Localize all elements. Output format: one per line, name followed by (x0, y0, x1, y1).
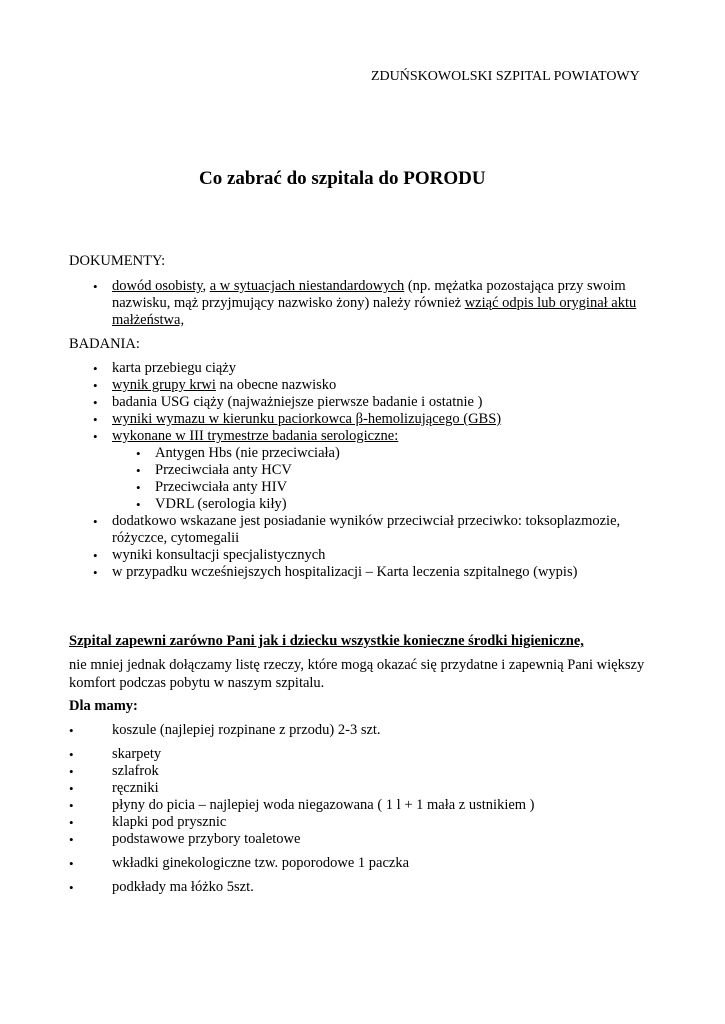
bullet-icon: • (93, 279, 98, 294)
documents-heading: DOKUMENTY: (69, 253, 166, 269)
bullet-icon: • (93, 429, 98, 444)
hygiene-text-line2: komfort podczas pobytu w naszym szpitalu. (69, 675, 325, 691)
mom-item: płyny do picia – najlepiej woda niegazowana ( 1 l + 1 mała z ustnikiem ) (112, 797, 535, 813)
bullet-icon: • (93, 361, 98, 376)
exam-item: w przypadku wcześniejszych hospitalizacji – Karta leczenia szpitalnego (wypis) (112, 564, 578, 580)
bullet-icon: • (93, 565, 98, 580)
page-title: Co zabrać do szpitala do PORODU (199, 168, 486, 189)
mom-item: wkładki ginekologiczne tzw. poporodowe 1 paczka (112, 855, 410, 871)
separator-text: , (202, 278, 210, 294)
hygiene-text-line1: nie mniej jednak dołączamy listę rzeczy, które mogą okazać się przydatne i zapewnią Pani większy (69, 657, 645, 673)
exam-subitem: Przeciwciała anty HCV (155, 462, 292, 478)
documents-item-line1 (112, 278, 626, 295)
bullet-icon: • (69, 764, 74, 779)
bullet-icon: • (69, 856, 74, 871)
exam-subitem: Antygen Hbs (nie przeciwciała) (155, 445, 340, 461)
bullet-icon: • (69, 815, 74, 830)
bullet-icon: • (69, 832, 74, 847)
blood-group-text: wynik grupy krwi (112, 377, 216, 393)
bullet-icon: • (93, 395, 98, 410)
exam-item-text: na obecne nazwisko (215, 377, 337, 393)
mom-heading: Dla mamy: (69, 698, 138, 714)
exams-heading: BADANIA: (69, 336, 140, 352)
mom-item: koszule (najlepiej rozpinane z przodu) 2-3 szt. (112, 722, 381, 738)
bullet-icon: • (93, 378, 98, 393)
exam-item: badania USG ciąży (najważniejsze pierwsze badanie i ostatnie ) (112, 394, 483, 410)
id-card-text: dowód osobisty (112, 278, 203, 294)
bullet-icon: • (93, 412, 98, 427)
documents-item-line2 (112, 295, 636, 312)
marriage-certificate-text: wziąć odpis lub oryginał aktu (464, 295, 637, 311)
bullet-icon: • (136, 463, 141, 478)
exam-item: wyniki wymazu w kierunku paciorkowca β-hemolizującego (GBS) (112, 411, 502, 427)
exam-item (112, 377, 336, 394)
bullet-icon: • (69, 880, 74, 895)
mom-item: szlafrok (112, 763, 159, 779)
exam-item: karta przebiegu ciąży (112, 360, 236, 376)
bullet-icon: • (136, 480, 141, 495)
bullet-icon: • (136, 446, 141, 461)
mom-item: klapki pod prysznic (112, 814, 227, 830)
exam-item: dodatkowo wskazane jest posiadanie wyników przeciwciał przeciwko: toksoplazmozie, (112, 513, 621, 529)
exam-subitem: VDRL (serologia kiły) (155, 496, 287, 512)
hygiene-heading: Szpital zapewni zarówno Pani jak i dziecku wszystkie konieczne środki higieniczne, (69, 633, 584, 649)
exam-item: wykonane w III trymestrze badania serologiczne: (112, 428, 399, 444)
mom-item: skarpety (112, 746, 162, 762)
documents-item-line3: małżeństwa, (112, 312, 185, 328)
exam-item-continued: różyczce, cytomegalii (112, 530, 240, 546)
exam-subitem: Przeciwciała anty HIV (155, 479, 288, 495)
non-standard-text: a w sytuacjach niestandardowych (209, 278, 405, 294)
bullet-icon: • (69, 798, 74, 813)
documents-line2-text: nazwisku, mąż przyjmujący nazwisko żony) należy również (112, 295, 465, 311)
bullet-icon: • (93, 548, 98, 563)
hospital-header: ZDUŃSKOWOLSKI SZPITAL POWIATOWY (371, 69, 640, 84)
bullet-icon: • (69, 747, 74, 762)
example-text: (np. mężatka pozostająca przy swoim (404, 278, 626, 294)
bullet-icon: • (69, 723, 74, 738)
bullet-icon: • (136, 497, 141, 512)
bullet-icon: • (69, 781, 74, 796)
mom-item: podstawowe przybory toaletowe (112, 831, 301, 847)
bullet-icon: • (93, 514, 98, 529)
mom-item: podkłady ma łóżko 5szt. (112, 879, 254, 895)
mom-item: ręczniki (112, 780, 159, 796)
exam-item: wyniki konsultacji specjalistycznych (112, 547, 326, 563)
